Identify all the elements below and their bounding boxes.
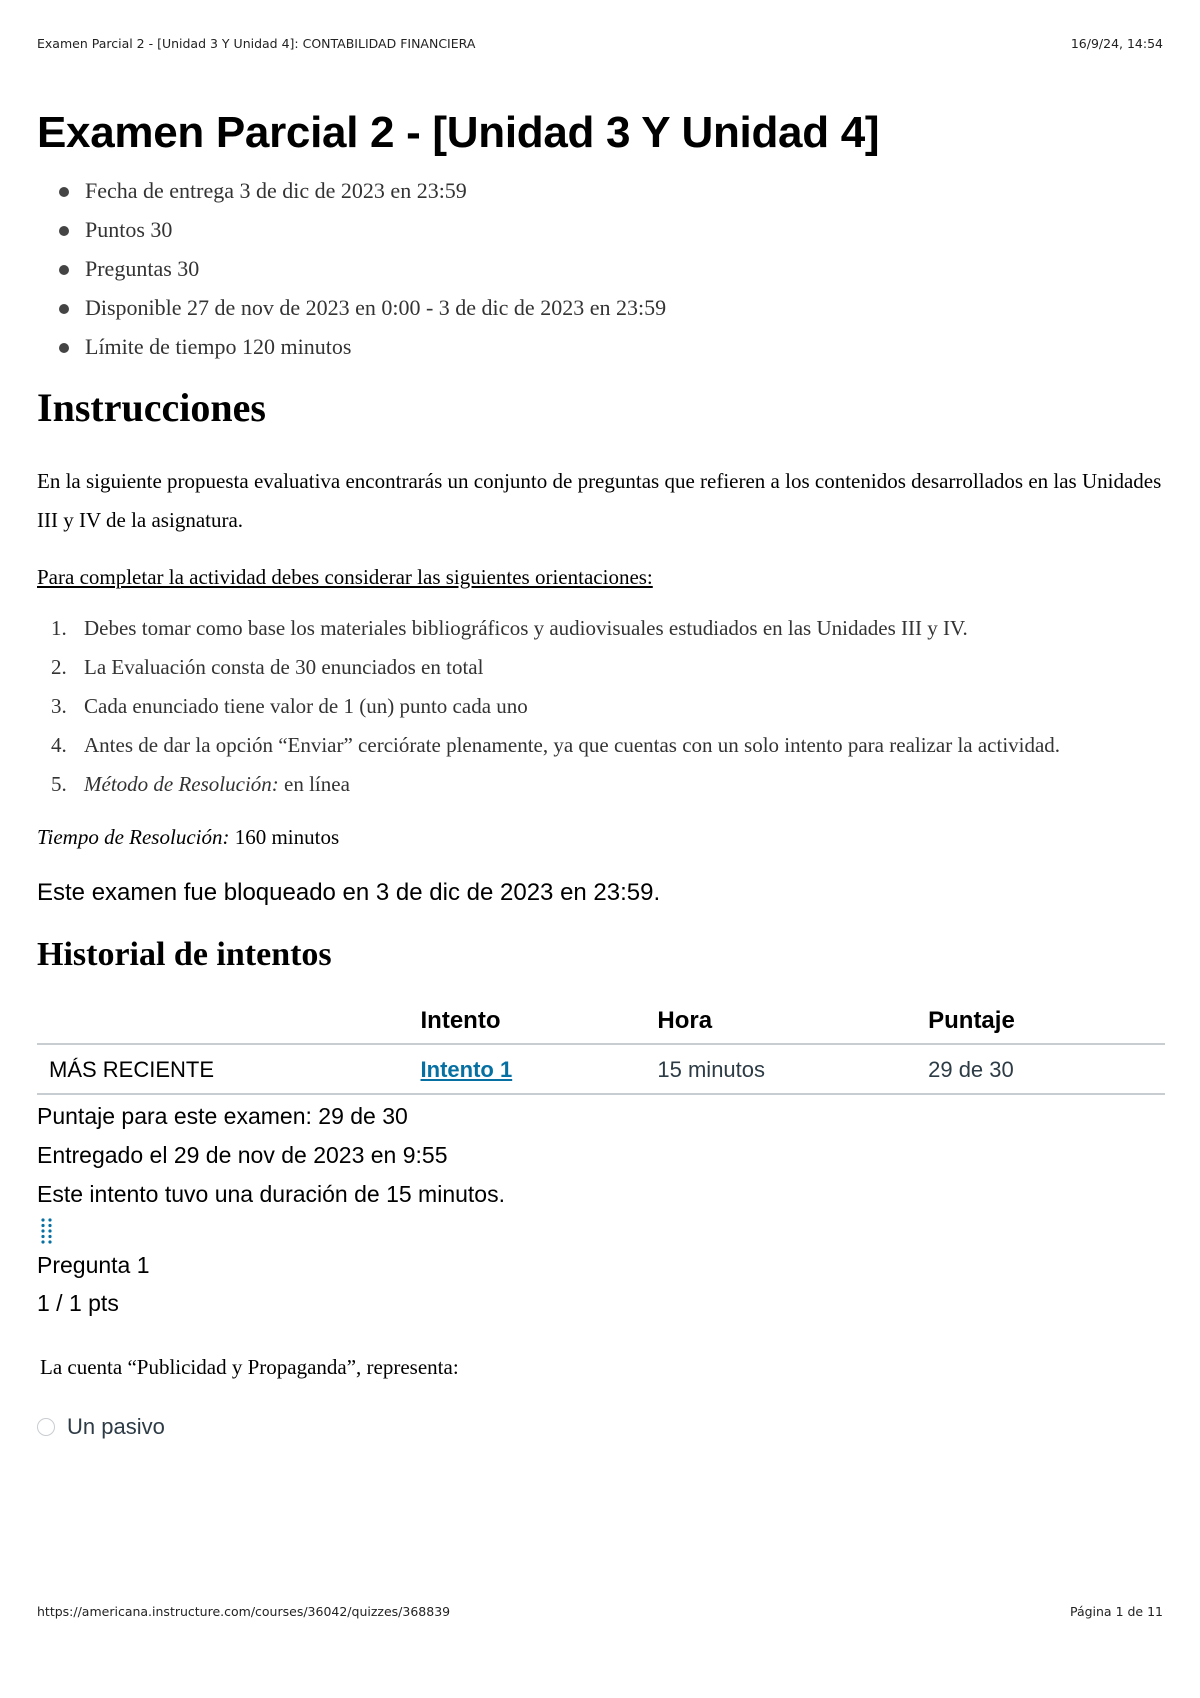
orientation-text: en línea [278, 772, 350, 796]
column-header-blank [37, 1001, 421, 1044]
main-content [37, 105, 1165, 1440]
print-footer [37, 1604, 1163, 1619]
attempt-link[interactable]: Intento 1 [420, 1057, 513, 1082]
orientation-text: Cada enunciado tiene valor de 1 (un) punto cada uno [84, 694, 528, 718]
quiz-detail-time-limit: Límite de tiempo 120 minutos [59, 327, 1165, 366]
orientation-item [37, 765, 1165, 804]
column-header-attempt: Intento [421, 1001, 658, 1044]
print-header-title: Examen Parcial 2 - [Unidad 3 Y Unidad 4]: CONTABILIDAD FINANCIERA [37, 36, 476, 51]
resolution-time-value: 160 minutos [229, 825, 340, 849]
column-header-score: Puntaje [928, 1001, 1165, 1044]
radio-icon[interactable] [37, 1418, 55, 1436]
attempt-score: 29 de 30 [928, 1044, 1165, 1094]
column-header-time: Hora [657, 1001, 928, 1044]
orientation-emphasis: Método de Resolución: [84, 772, 279, 796]
answer-option[interactable] [37, 1414, 1165, 1440]
orientation-number: 5. [51, 772, 67, 796]
orientation-text: Antes de dar la opción “Enviar” cerciórate plenamente, ya que cuentas con un solo intento para realizar la actividad. [84, 733, 1061, 757]
drag-handle-icon[interactable] [39, 1216, 55, 1244]
table-row [37, 1044, 1165, 1094]
orientation-text: La Evaluación consta de 30 enunciados en total [84, 655, 484, 679]
orientations-title: Para completar la actividad debes considerar las siguientes orientaciones: [37, 565, 653, 589]
instructions-intro: En la siguiente propuesta evaluativa encontrarás un conjunto de preguntas que refieren a los contenidos desarrollados en las Unidades III y IV de la asignatura. [37, 469, 1162, 532]
print-footer-page: Página 1 de 11 [1069, 1604, 1163, 1619]
attempt-cell [421, 1044, 658, 1094]
orientation-item [37, 687, 1165, 726]
quiz-details-list [37, 171, 1165, 366]
score-line: Puntaje para este examen: 29 de 30 [37, 1103, 408, 1129]
print-header [37, 36, 1163, 51]
question-title: Pregunta 1 [37, 1252, 150, 1278]
table-header-row [37, 1001, 1165, 1044]
orientation-item [37, 648, 1165, 687]
result-summary [37, 1097, 1165, 1214]
orientation-number: 4. [51, 733, 67, 757]
orientation-number: 3. [51, 694, 67, 718]
orientation-number: 1. [51, 616, 67, 640]
quiz-detail-due: Fecha de entrega 3 de dic de 2023 en 23:59 [59, 171, 1165, 210]
page-title: Examen Parcial 2 - [Unidad 3 Y Unidad 4] [37, 108, 880, 157]
instructions-heading: Instrucciones [37, 385, 266, 430]
orientations-list [37, 609, 1165, 804]
quiz-detail-points: Puntos 30 [59, 210, 1165, 249]
submitted-line: Entregado el 29 de nov de 2023 en 9:55 [37, 1142, 448, 1168]
orientation-number: 2. [51, 655, 67, 679]
attempt-row-label: MÁS RECIENTE [37, 1044, 421, 1094]
print-footer-url: https://americana.instructure.com/courses/36042/quizzes/368839 [37, 1604, 451, 1619]
orientation-item [37, 726, 1165, 765]
resolution-time-label: Tiempo de Resolución: [37, 825, 230, 849]
attempt-time: 15 minutos [657, 1044, 928, 1094]
print-header-datetime: 16/9/24, 14:54 [1070, 36, 1163, 51]
orientation-item [37, 609, 1165, 648]
resolution-time [37, 818, 1165, 857]
locked-notice: Este examen fue bloqueado en 3 de dic de 2023 en 23:59. [37, 879, 661, 906]
duration-line: Este intento tuvo una duración de 15 minutos. [37, 1181, 505, 1207]
orientation-text: Debes tomar como base los materiales bibliográficos y audiovisuales estudiados en las Unidades III y IV. [84, 616, 968, 640]
question-points: 1 / 1 pts [37, 1290, 119, 1316]
answer-label: Un pasivo [67, 1414, 165, 1439]
question-text: La cuenta “Publicidad y Propaganda”, representa: [40, 1355, 459, 1379]
attempt-history-table [37, 1001, 1165, 1095]
quiz-detail-questions: Preguntas 30 [59, 249, 1165, 288]
quiz-detail-available: Disponible 27 de nov de 2023 en 0:00 - 3 de dic de 2023 en 23:59 [59, 288, 1165, 327]
history-heading: Historial de intentos [37, 936, 332, 973]
